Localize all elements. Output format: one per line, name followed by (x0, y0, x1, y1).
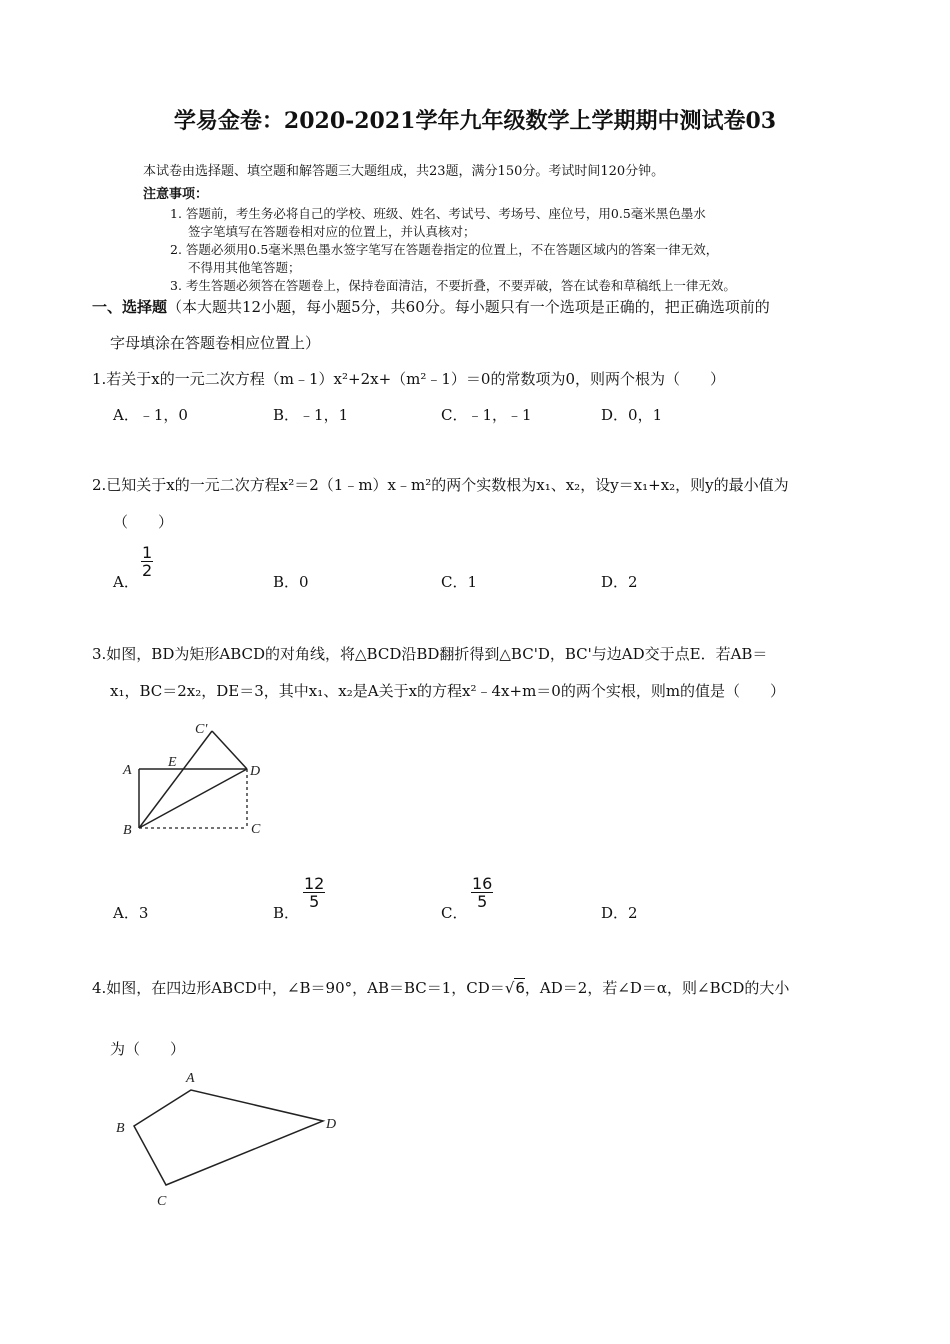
page-title: 学易金卷：2020-2021学年九年级数学上学期期中测试卷03 (173, 108, 777, 134)
question-1-text: 1.若关于x的一元二次方程（m﹣1）x²+2x+（m²﹣1）＝0的常数项为0，则两个根为（ ） (92, 370, 726, 388)
fraction-denominator: 2 (142, 561, 153, 580)
sqrt-expression: √6 (504, 979, 525, 997)
label-e: E (168, 755, 177, 770)
label-a: A (186, 1071, 195, 1086)
q2-option-c[interactable]: C．1 (441, 573, 478, 591)
note-item: 1. 答题前，考生务必将自己的学校、班级、姓名、考试号、考场号、座位号，用0.5毫米黑色墨水 (170, 206, 706, 221)
section-desc: （本大题共12小题，每小题5分，共60分。每小题只有一个选项是正确的，把正确选项前的 (167, 298, 770, 316)
label-c: C (251, 822, 261, 837)
label-c-prime: C' (195, 722, 208, 737)
label-c: C (157, 1194, 167, 1209)
label-a: A (123, 763, 132, 778)
fraction-numerator: 1 (142, 543, 153, 562)
question-4-text (92, 977, 789, 998)
label-b: B (123, 823, 132, 838)
q2-option-a-fraction (141, 544, 153, 579)
fraction-numerator: 12 (304, 874, 325, 893)
fraction-denominator: 5 (477, 892, 488, 911)
q2-option-a[interactable] (113, 571, 139, 592)
q3-option-c[interactable] (441, 902, 467, 923)
q3-option-d[interactable]: D．2 (601, 904, 638, 922)
q3-option-b-fraction (303, 875, 325, 910)
question-4-text-post: ，AD＝2，若∠D＝α，则∠BCD的大小 (524, 979, 790, 997)
q2-option-a-label: A． (113, 573, 139, 591)
question-4-paren: 为（ ） (110, 1040, 186, 1058)
note-item: 3. 考生答题必须答在答题卷上，保持卷面清洁，不要折叠，不要弄破，答在试卷和草稿纸上一律无效。 (170, 278, 736, 293)
question-3-text: 3.如图，BD为矩形ABCD的对角线，将△BCD沿BD翻折得到△BC'D，BC'与边AD交于点E．若AB＝ (92, 645, 768, 663)
q3-option-b[interactable] (273, 902, 299, 923)
question-2-text: 2.已知关于x的一元二次方程x²＝2（1﹣m）x﹣m²的两个实数根为x₁、x₂，设y＝x₁+x₂，则y的最小值为 (92, 476, 789, 494)
label-d: D (326, 1117, 337, 1132)
q1-option-b[interactable]: B．﹣1，1 (273, 406, 349, 424)
fraction-numerator: 16 (472, 874, 493, 893)
quadrilateral-figure (110, 1062, 350, 1212)
notes-heading: 注意事项： (143, 187, 209, 202)
section-label: 一、选择题 (92, 298, 168, 316)
q1-option-d[interactable]: D．0，1 (601, 406, 663, 424)
q2-option-b[interactable]: B．0 (273, 573, 309, 591)
q3-option-a[interactable]: A．3 (113, 904, 149, 922)
sqrt-radicand: 6 (515, 979, 525, 997)
label-b: B (116, 1121, 125, 1136)
question-4-text-pre: 4.如图，在四边形ABCD中，∠B＝90°，AB＝BC＝1，CD＝ (92, 979, 505, 997)
label-d: D (250, 764, 261, 779)
note-item: 签字笔填写在答题卷相对应的位置上，并认真核对； (188, 224, 476, 239)
rectangle-fold-figure (115, 716, 275, 846)
q3-option-c-label: C． (441, 904, 468, 922)
q1-option-c[interactable]: C．﹣1，﹣1 (441, 406, 532, 424)
note-item: 2. 答题必须用0.5毫米黑色墨水签字笔写在答题卷指定的位置上，不在答题区域内的答案一律无效， (170, 242, 719, 257)
section-desc-2: 字母填涂在答题卷相应位置上） (110, 334, 321, 352)
question-2-paren: （ ） (113, 513, 174, 531)
note-item: 不得用其他笔答题； (188, 260, 301, 275)
section-heading (92, 296, 770, 317)
q3-option-c-fraction (471, 875, 493, 910)
fraction-denominator: 5 (309, 892, 320, 911)
q3-option-b-label: B． (273, 904, 300, 922)
q1-option-a[interactable]: A．﹣1，0 (113, 406, 188, 424)
q2-option-d[interactable]: D．2 (601, 573, 638, 591)
intro-text: 本试卷由选择题、填空题和解答题三大题组成，共23题，满分150分。考试时间120分钟。 (143, 164, 665, 179)
question-3-text-2: x₁，BC＝2x₂，DE＝3，其中x₁、x₂是A关于x的方程x²﹣4x+m＝0的两个实根，则m的值是（ ） (110, 682, 786, 700)
